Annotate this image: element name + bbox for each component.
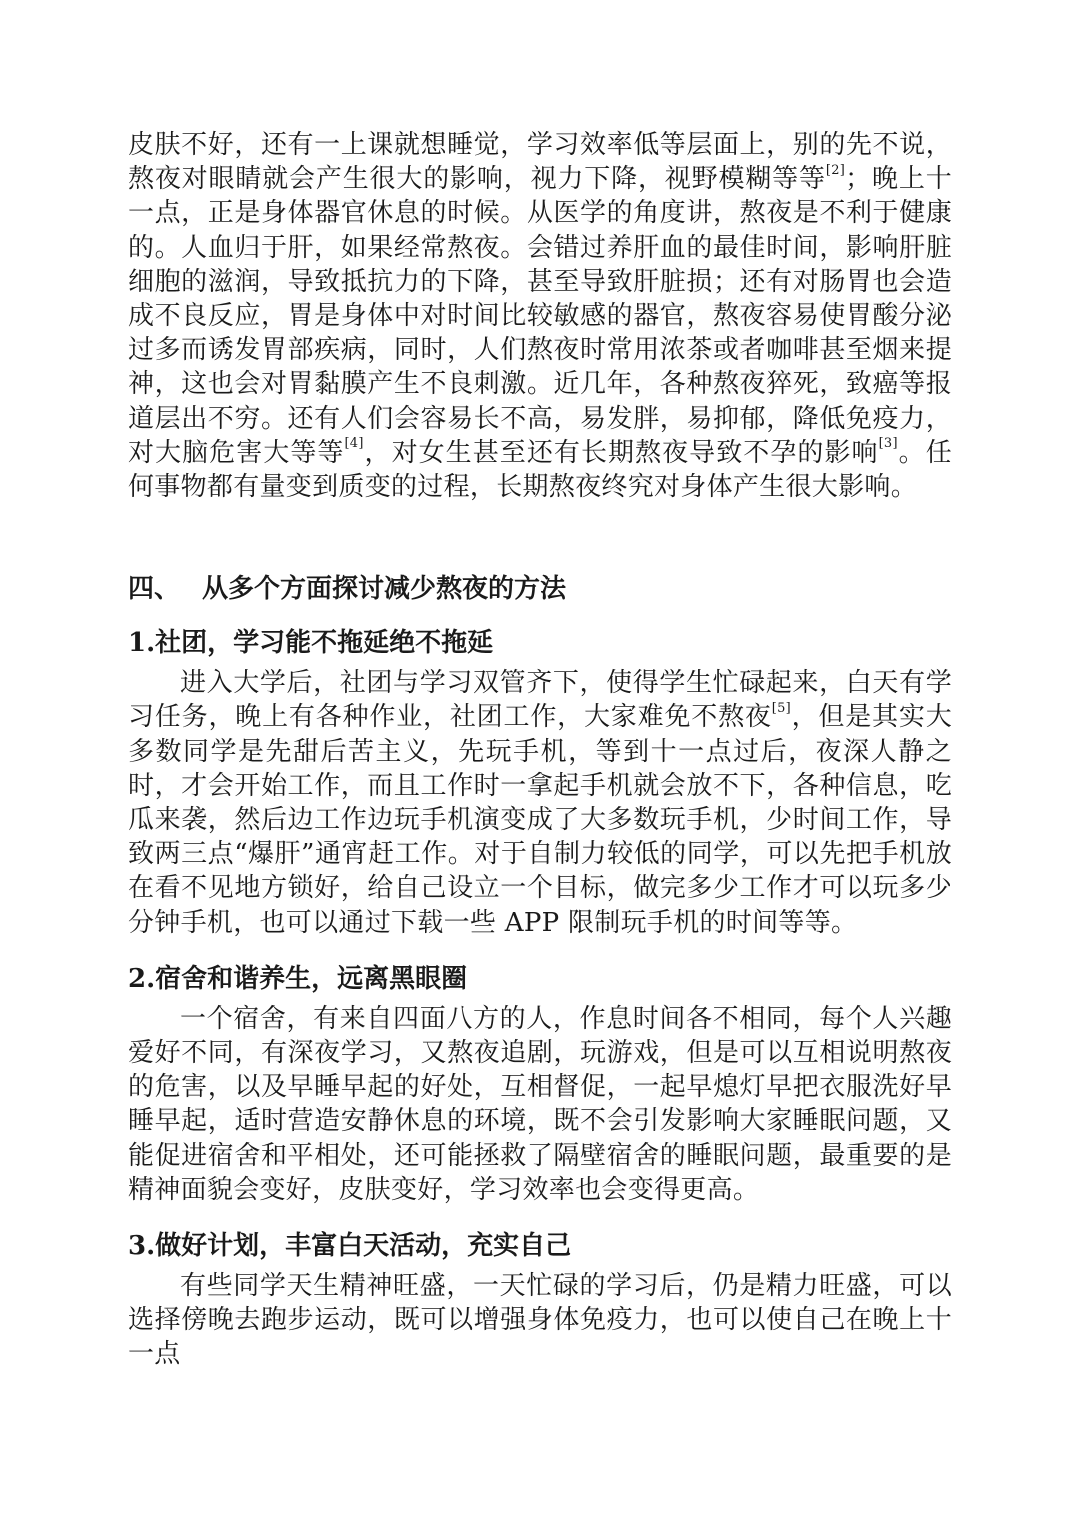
intro-text-2: ；晚上十一点，正是身体器官休息的时候。从医学的角度讲，熬夜是不利于健康的。人血归于肝，如果经常熬夜。会错过养肝血的最佳时间，影响肝脏细胞的滋润，导致抵抗力的下降，甚至导致肝脏损；还有对肠胃也会造成不良反应，胃是身体中对时间比较敏感的器官，熬夜容易使胃酸分泌过多而诱发胃部疾病，同时，人们熬夜时常用浓茶或者咖啡甚至烟来提神，这也会对胃黏膜产生不良刺激。近几年，各种熬夜猝死，致癌等报道层出不穷。还有人们会容易长不高，易发胖，易抑郁，降低免疫力，对大脑危害大等等 (128, 164, 952, 468)
subsection-1-text-2: ，但是其实大多数同学是先甜后苦主义，先玩手机，等到十一点过后，夜深人静之时，才会开始工作，而且工作时一拿起手机就会放不下，各种信息，吃瓜来袭，然后边工作边玩手机演变成了大多数玩手机，少时间工作，导致两三点“爆肝”通宵赶工作。对于自制力较低的同学，可以先把手机放在看不见地方锁好，给自己设立一个目标，做完多少工作才可以玩多少分钟手机，也可以通过下载一些 APP 限制玩手机的时间等等。 (128, 702, 952, 938)
subsection-paragraph-3: 有些同学天生精神旺盛，一天忙碌的学习后，仍是精力旺盛，可以选择傍晚去跑步运动，既可以增强身体免疫力，也可以使自己在晚上十一点 (128, 1271, 952, 1370)
subsection-heading-3: 3.做好计划，丰富白天活动，充实自己 (128, 1231, 572, 1262)
intro-text-4: 。任何事物都有量变到质变的过程，长期熬夜终究对身体产生很大影响。 (128, 437, 952, 503)
intro-text-1: 皮肤不好，还有一上课就想睡觉，学习效率低等层面上，别的先不说，熬夜对眼睛就会产生很大的影响，视力下降，视野模糊等等 (128, 130, 952, 195)
section-heading (128, 572, 952, 606)
citation-ref-3: [3] (878, 436, 898, 452)
subsection-paragraph-2: 一个宿舍，有来自四面八方的人，作息时间各不相同，每个人兴趣爱好不同，有深夜学习，又熬夜追剧，玩游戏，但是可以互相说明熬夜的危害，以及早睡早起的好处，互相督促，一起早熄灯早把衣服洗好早睡早起，适时营造安静休息的环境，既不会引发影响大家睡眠问题，又能促进宿舍和平相处，还可能拯救了隔壁宿舍的睡眠问题，最重要的是精神面貌会变好，皮肤变好，学习效率也会变得更高。 (128, 1003, 952, 1205)
citation-ref-4: [4] (344, 436, 364, 452)
document-page (128, 128, 952, 1372)
citation-ref-5: [5] (771, 700, 792, 716)
section-title: 从多个方面探讨减少熬夜的方法 (202, 574, 567, 605)
subsection-heading-2: 2.宿舍和谐养生，远离黑眼圈 (128, 963, 468, 994)
section-number: 四、 (128, 574, 181, 605)
intro-text-3: ，对女生甚至还有长期熬夜导致不孕的影响 (363, 437, 879, 468)
subsection-1-text-1: 进入大学后，社团与学习双管齐下，使得学生忙碌起来，白天有学习任务，晚上有各种作业，社团工作，大家难免不熬夜 (128, 668, 952, 733)
subsection-heading-1: 1.社团，学习能不拖延绝不拖延 (128, 628, 494, 659)
citation-ref-2: [2] (825, 162, 846, 178)
subsection-paragraph-1 (128, 666, 952, 940)
intro-paragraph (128, 128, 952, 504)
